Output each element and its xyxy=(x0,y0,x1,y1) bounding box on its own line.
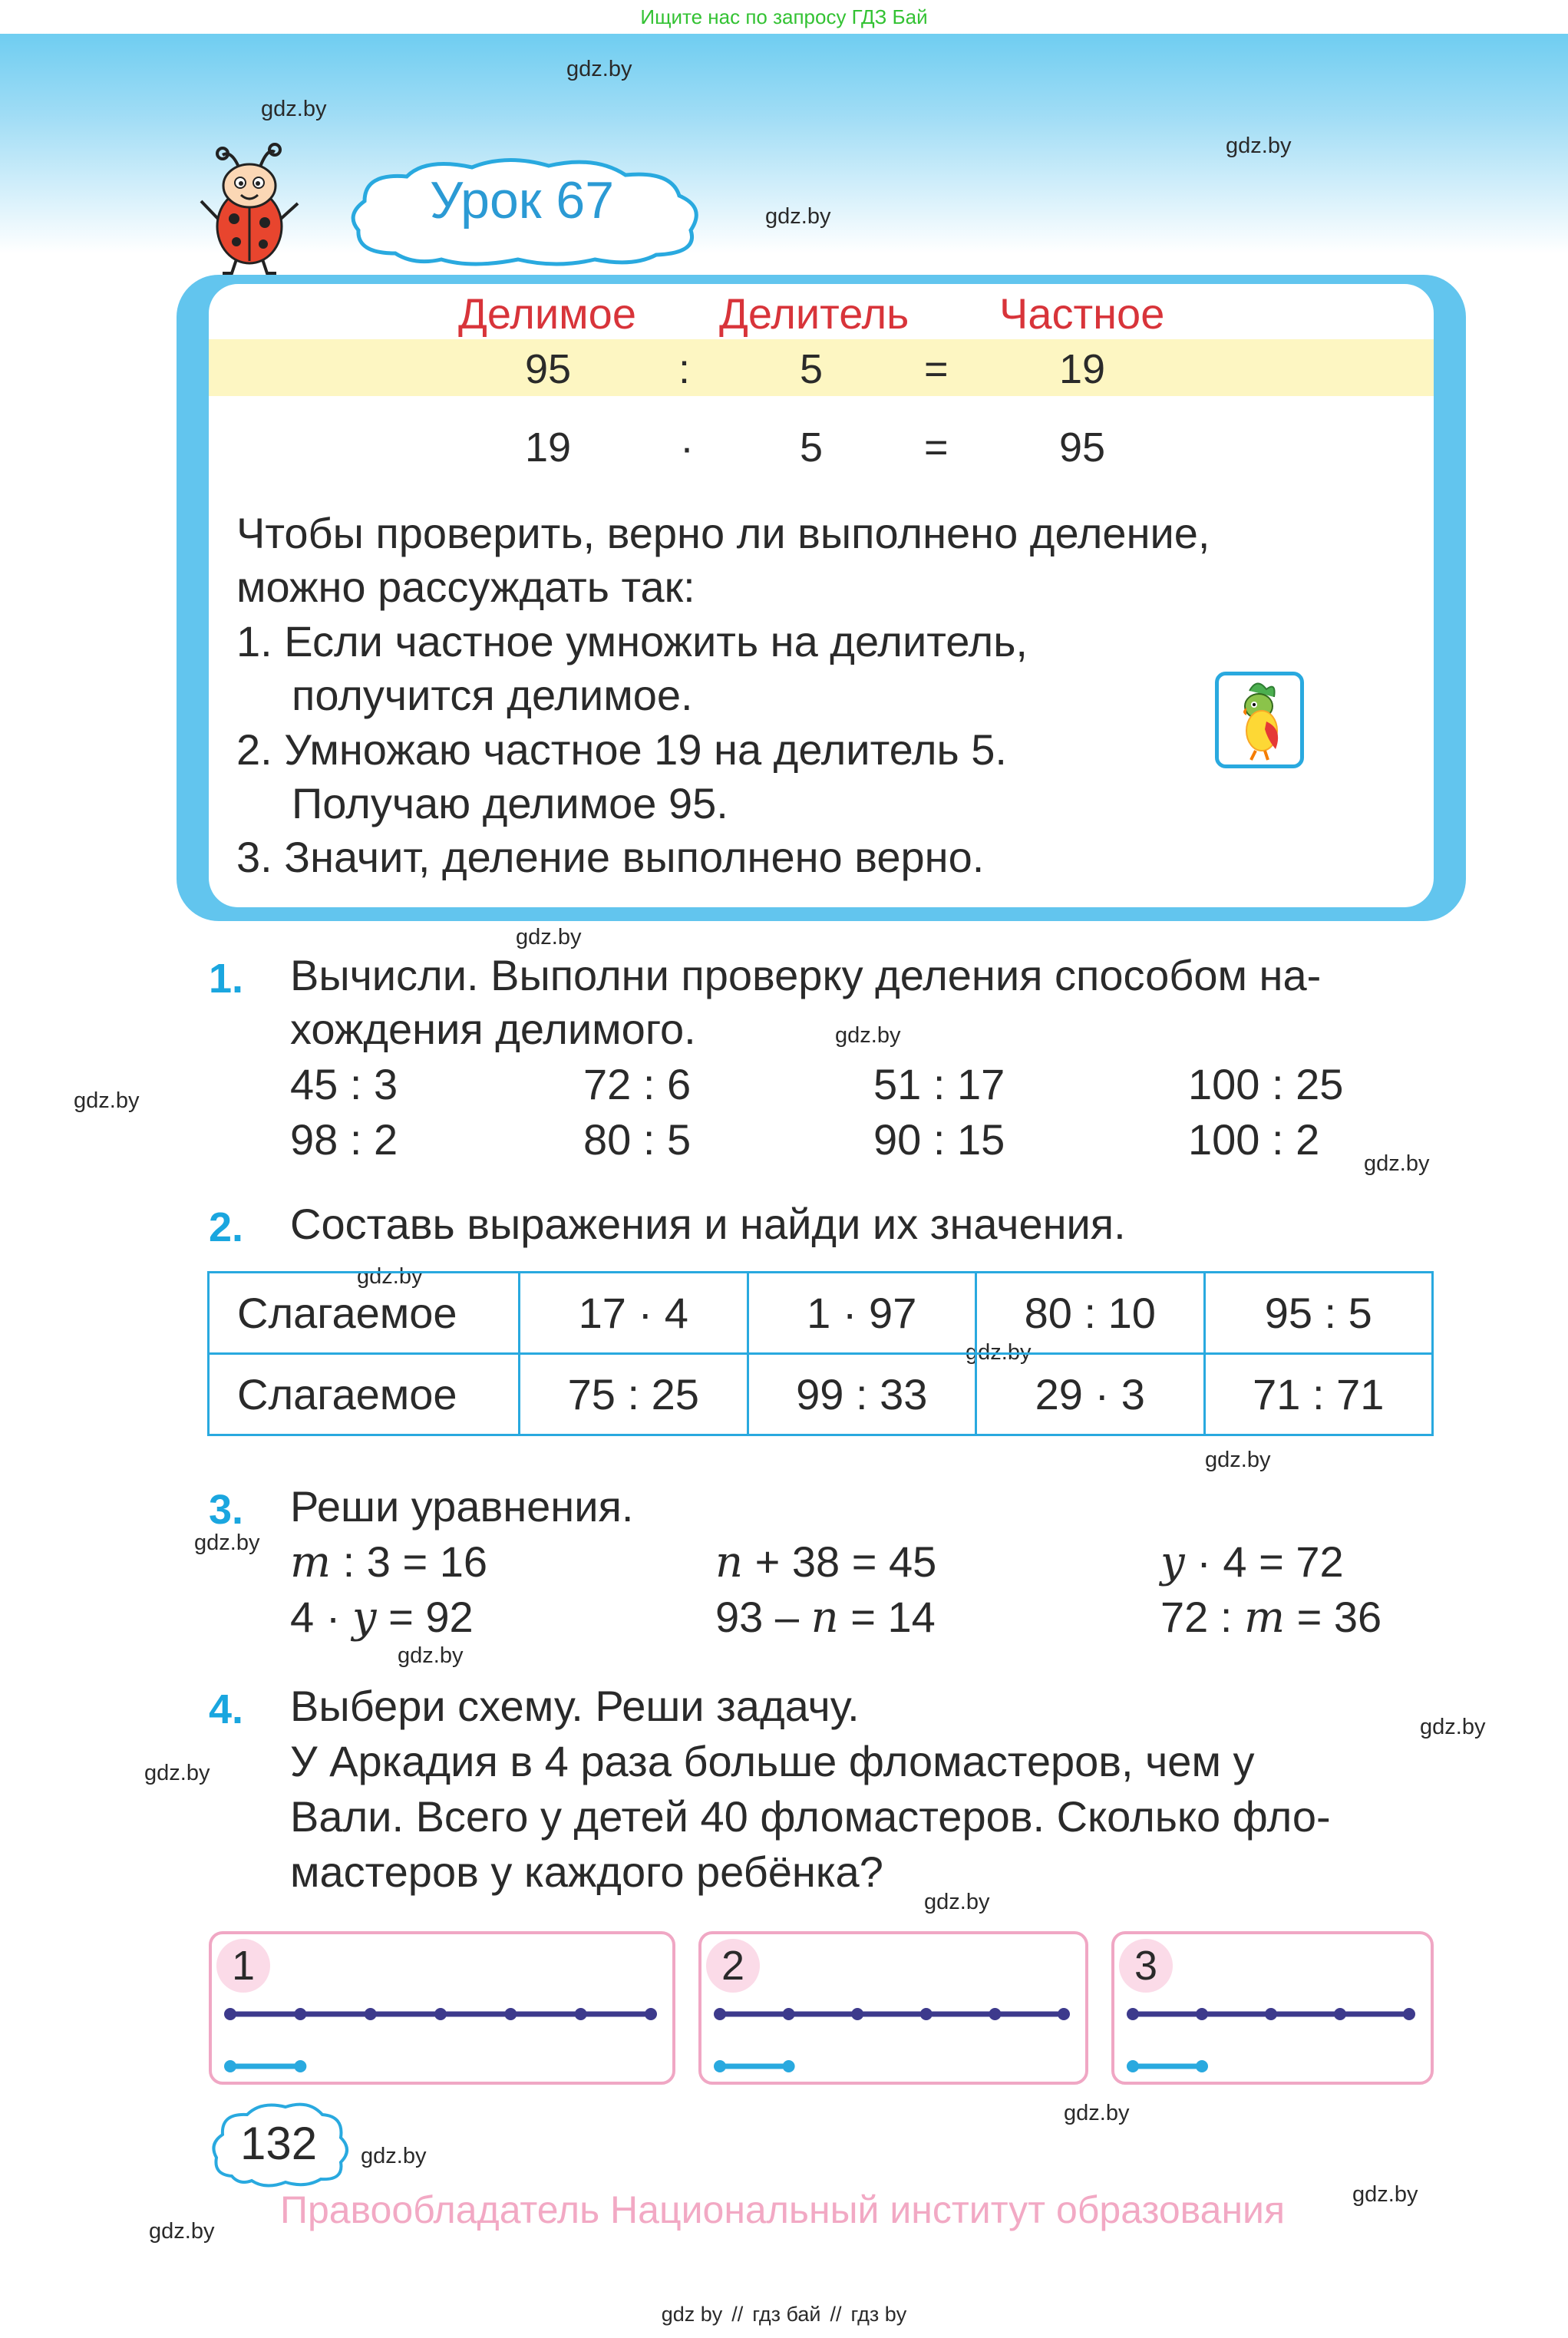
table-header-cell: Слагаемое xyxy=(209,1354,520,1435)
task-number: 4. xyxy=(209,1686,244,1732)
long-segment-point xyxy=(294,2008,306,2020)
long-segment-point xyxy=(1127,2008,1139,2020)
task-number: 2. xyxy=(209,1204,244,1250)
task-text: У Аркадия в 4 раза больше фломастеров, чем у xyxy=(290,1737,1255,1785)
task-number: 1. xyxy=(209,956,244,1002)
watermark: gdz.by xyxy=(516,925,582,949)
equation-rest: + 38 = 45 xyxy=(743,1537,937,1586)
label-quotient: Частное xyxy=(999,289,1165,338)
task-text: Реши уравнения. xyxy=(290,1482,634,1531)
scheme-option[interactable] xyxy=(209,1931,675,2085)
watermark: gdz.by xyxy=(74,1088,140,1113)
ladybug-icon xyxy=(192,138,307,276)
equation xyxy=(1160,1537,1344,1587)
addends-table xyxy=(207,1271,1434,1436)
check-quotient: 19 xyxy=(525,424,572,471)
task-text: Вычисли. Выполни проверку деления способом на- xyxy=(290,951,1322,999)
short-segment-point xyxy=(714,2060,726,2072)
equation-pre: 72 : xyxy=(1160,1593,1244,1641)
long-segment-point xyxy=(434,2008,447,2020)
expression: 100 : 2 xyxy=(1188,1115,1320,1164)
expression: 98 : 2 xyxy=(290,1115,398,1164)
long-segment-point xyxy=(783,2008,795,2020)
table-row xyxy=(209,1354,1433,1435)
long-segment-point xyxy=(714,2008,726,2020)
footer-link[interactable]: гдз by xyxy=(850,2303,907,2326)
long-segment-point xyxy=(851,2008,863,2020)
watermark: gdz.by xyxy=(357,1264,423,1289)
rule-line: Получаю делимое 95. xyxy=(292,779,728,827)
variable: n xyxy=(715,1537,744,1587)
watermark: gdz.by xyxy=(966,1340,1032,1365)
watermark: gdz.by xyxy=(194,1531,260,1555)
watermark: gdz.by xyxy=(149,2219,215,2244)
long-segment-point xyxy=(224,2008,236,2020)
variable: y xyxy=(352,1593,377,1643)
equation-pre: 4 · xyxy=(290,1593,352,1641)
scheme-diagram xyxy=(701,1934,1091,2088)
division-dividend: 95 xyxy=(525,346,572,392)
table-cell: 1 · 97 xyxy=(748,1273,976,1354)
page-number: 132 xyxy=(240,2118,318,2169)
watermark: gdz.by xyxy=(835,1023,901,1048)
expression: 45 : 3 xyxy=(290,1060,398,1108)
table-cell: 95 : 5 xyxy=(1204,1273,1433,1354)
watermark: gdz.by xyxy=(566,57,632,81)
variable: m xyxy=(290,1537,332,1587)
watermark: gdz.by xyxy=(1226,134,1292,158)
equation-rest: = 36 xyxy=(1285,1593,1382,1641)
division-sign: : xyxy=(678,346,691,392)
watermark: gdz.by xyxy=(1352,2182,1418,2207)
variable: n xyxy=(810,1593,839,1643)
table-cell: 80 : 10 xyxy=(976,1273,1205,1354)
long-segment-point xyxy=(504,2008,517,2020)
equation xyxy=(290,1592,474,1643)
equation-rest: = 92 xyxy=(376,1593,474,1641)
check-divisor: 5 xyxy=(800,424,824,471)
equation xyxy=(715,1537,936,1587)
scheme-option[interactable] xyxy=(1111,1931,1434,2085)
short-segment-point xyxy=(294,2060,306,2072)
equation-pre: 93 – xyxy=(715,1593,811,1641)
table-cell: 17 · 4 xyxy=(520,1273,748,1354)
short-segment-point xyxy=(1196,2060,1208,2072)
watermark: gdz.by xyxy=(765,204,831,229)
division-quotient: 19 xyxy=(1059,346,1106,392)
rule-line: 1. Если частное умножить на делитель, xyxy=(236,617,1028,665)
scheme-number: 2 xyxy=(706,1939,760,1993)
short-segment-point xyxy=(783,2060,795,2072)
long-segment-point xyxy=(920,2008,933,2020)
rule-line: 3. Значит, деление выполнено верно. xyxy=(236,833,985,881)
watermark: gdz.by xyxy=(261,97,327,121)
long-segment-point xyxy=(989,2008,1001,2020)
expression: 90 : 15 xyxy=(873,1115,1005,1164)
rule-line: можно рассуждать так: xyxy=(236,563,695,611)
scheme-diagram xyxy=(212,1934,678,2088)
equation xyxy=(715,1592,936,1643)
watermark: gdz.by xyxy=(924,1890,990,1914)
equation xyxy=(290,1537,487,1587)
division-divisor: 5 xyxy=(800,346,824,392)
parrot-badge xyxy=(1215,672,1304,768)
expression: 72 : 6 xyxy=(583,1060,692,1108)
equation xyxy=(1160,1592,1381,1643)
equation-rest: : 3 = 16 xyxy=(331,1537,488,1586)
expression: 80 : 5 xyxy=(583,1115,692,1164)
rule-line: 2. Умножаю частное 19 на делитель 5. xyxy=(236,725,1007,774)
long-segment-point xyxy=(1265,2008,1277,2020)
scheme-number: 1 xyxy=(216,1939,270,1993)
scheme-number: 3 xyxy=(1119,1939,1173,1993)
watermark: gdz.by xyxy=(144,1761,210,1785)
link-separator: // xyxy=(731,2303,744,2326)
watermark: gdz.by xyxy=(1420,1715,1486,1739)
footer-link[interactable]: гдз бай xyxy=(752,2303,821,2326)
table-header-cell: Слагаемое xyxy=(209,1273,520,1354)
task-text: Вали. Всего у детей 40 фломастеров. Сколько фло- xyxy=(290,1792,1331,1841)
variable: y xyxy=(1160,1537,1185,1587)
label-divisor: Делитель xyxy=(719,289,909,338)
long-segment-point xyxy=(1058,2008,1070,2020)
check-equals: = xyxy=(924,424,949,471)
watermark: gdz.by xyxy=(1364,1151,1430,1176)
bottom-links xyxy=(0,2303,1568,2326)
rule-line: Чтобы проверить, верно ли выполнено деление, xyxy=(236,509,1210,557)
long-segment-point xyxy=(645,2008,657,2020)
rule-line: получится делимое. xyxy=(292,671,693,719)
label-dividend: Делимое xyxy=(458,289,636,338)
short-segment-point xyxy=(1127,2060,1139,2072)
scheme-diagram xyxy=(1114,1934,1437,2088)
check-dividend: 95 xyxy=(1059,424,1106,471)
rule-box xyxy=(209,284,1434,907)
short-segment-point xyxy=(224,2060,236,2072)
watermark: gdz.by xyxy=(398,1643,464,1668)
equation-rest: = 14 xyxy=(838,1593,936,1641)
task-text: Составь выражения и найди их значения. xyxy=(290,1200,1126,1248)
long-segment-point xyxy=(1403,2008,1415,2020)
table-cell: 29 · 3 xyxy=(976,1354,1205,1435)
watermark: gdz.by xyxy=(1205,1448,1271,1472)
long-segment-point xyxy=(1196,2008,1208,2020)
footer-link[interactable]: gdz by xyxy=(661,2303,723,2326)
lesson-title: Урок 67 xyxy=(430,171,615,230)
copyright-text: Правообладатель Национальный институт образования xyxy=(280,2188,1286,2231)
division-equals: = xyxy=(924,346,949,392)
long-segment-point xyxy=(365,2008,377,2020)
table-cell: 99 : 33 xyxy=(748,1354,976,1435)
task-text: мастеров у каждого ребёнка? xyxy=(290,1848,883,1896)
equation-rest: · 4 = 72 xyxy=(1184,1537,1344,1586)
task-text: Выбери схему. Реши задачу. xyxy=(290,1682,860,1730)
scheme-option[interactable] xyxy=(698,1931,1088,2085)
top-banner[interactable]: Ищите нас по запросу ГДЗ Бай xyxy=(0,0,1568,34)
watermark: gdz.by xyxy=(361,2144,427,2168)
link-separator: // xyxy=(830,2303,842,2326)
expression: 51 : 17 xyxy=(873,1060,1005,1108)
task-text: хождения делимого. xyxy=(290,1005,696,1053)
long-segment-point xyxy=(1334,2008,1346,2020)
table-row xyxy=(209,1273,1433,1354)
long-segment-point xyxy=(575,2008,587,2020)
expression: 100 : 25 xyxy=(1188,1060,1344,1108)
table-cell: 71 : 71 xyxy=(1204,1354,1433,1435)
watermark: gdz.by xyxy=(1064,2101,1130,2125)
parrot-icon xyxy=(1219,675,1300,764)
task-number: 3. xyxy=(209,1487,244,1533)
check-sign: · xyxy=(680,424,694,471)
variable: m xyxy=(1243,1593,1286,1643)
table-cell: 75 : 25 xyxy=(520,1354,748,1435)
